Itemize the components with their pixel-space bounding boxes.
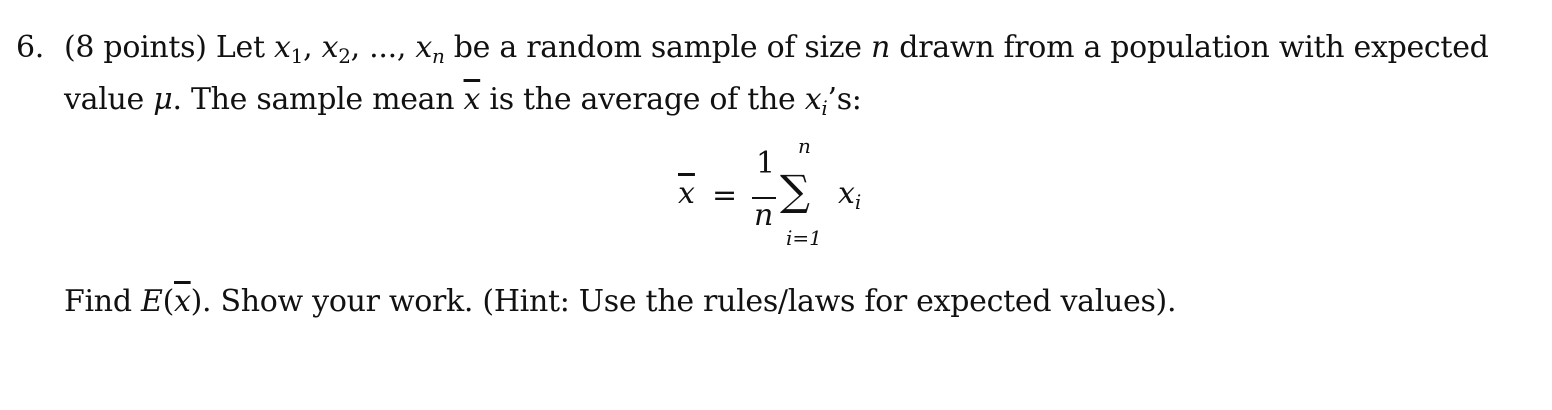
line2-text-b: is the average of the <box>489 82 796 117</box>
open-paren: ( <box>162 284 175 319</box>
line1-text-b: drawn from a population with expected <box>899 30 1489 65</box>
x1-symbol: $x_1$ <box>274 30 304 68</box>
sample-mean-equation <box>670 134 890 252</box>
fraction-denominator: n <box>754 198 774 233</box>
line1-text-a: be a random sample of size <box>453 30 862 65</box>
line2-text-a: . The sample mean <box>172 82 455 117</box>
value-text: value <box>64 82 145 117</box>
n-symbol: n <box>871 30 891 65</box>
find-xbar: $\overline{x}$ <box>174 284 191 319</box>
sum-lower-limit: i=1 <box>786 226 822 250</box>
xn-symbol: $x_n$ <box>415 30 445 68</box>
mu-symbol: μ <box>153 82 173 117</box>
summation-sign: ∑ <box>780 166 810 215</box>
problem-6 <box>16 26 1536 130</box>
fraction-numerator: 1 <box>756 146 776 181</box>
xbar-symbol: $\overline{x}$ <box>463 82 481 117</box>
x2-symbol: $x_2$ <box>321 30 351 68</box>
problem-line-2 <box>16 78 1536 130</box>
sum-upper-limit: n <box>798 134 811 158</box>
ellipsis: ... <box>369 30 397 65</box>
xi-symbol: $x_i$ <box>804 82 828 120</box>
equals-sign: = <box>712 178 738 213</box>
find-instruction <box>64 280 1176 323</box>
let-text: Let <box>215 30 265 65</box>
find-rest: . Show your work. (Hint: Use the rules/laws for expected values). <box>202 284 1177 319</box>
equation-lhs: $\overline{x}$ <box>678 176 695 211</box>
expectation-E: E <box>141 284 163 319</box>
points-label: (8 points) <box>64 30 207 65</box>
line2-text-c: ’s: <box>827 82 862 117</box>
find-text: Find <box>64 284 132 319</box>
problem-line-1: 6. (8 points) Let $x_1$, $x_2$, ..., $x_n$ be a random sample of size n drawn from a population with expected <box>16 26 1536 78</box>
sum-term: $x_i$ <box>838 176 862 214</box>
problem-number: 6. <box>16 30 45 65</box>
close-paren: ) <box>190 284 203 319</box>
